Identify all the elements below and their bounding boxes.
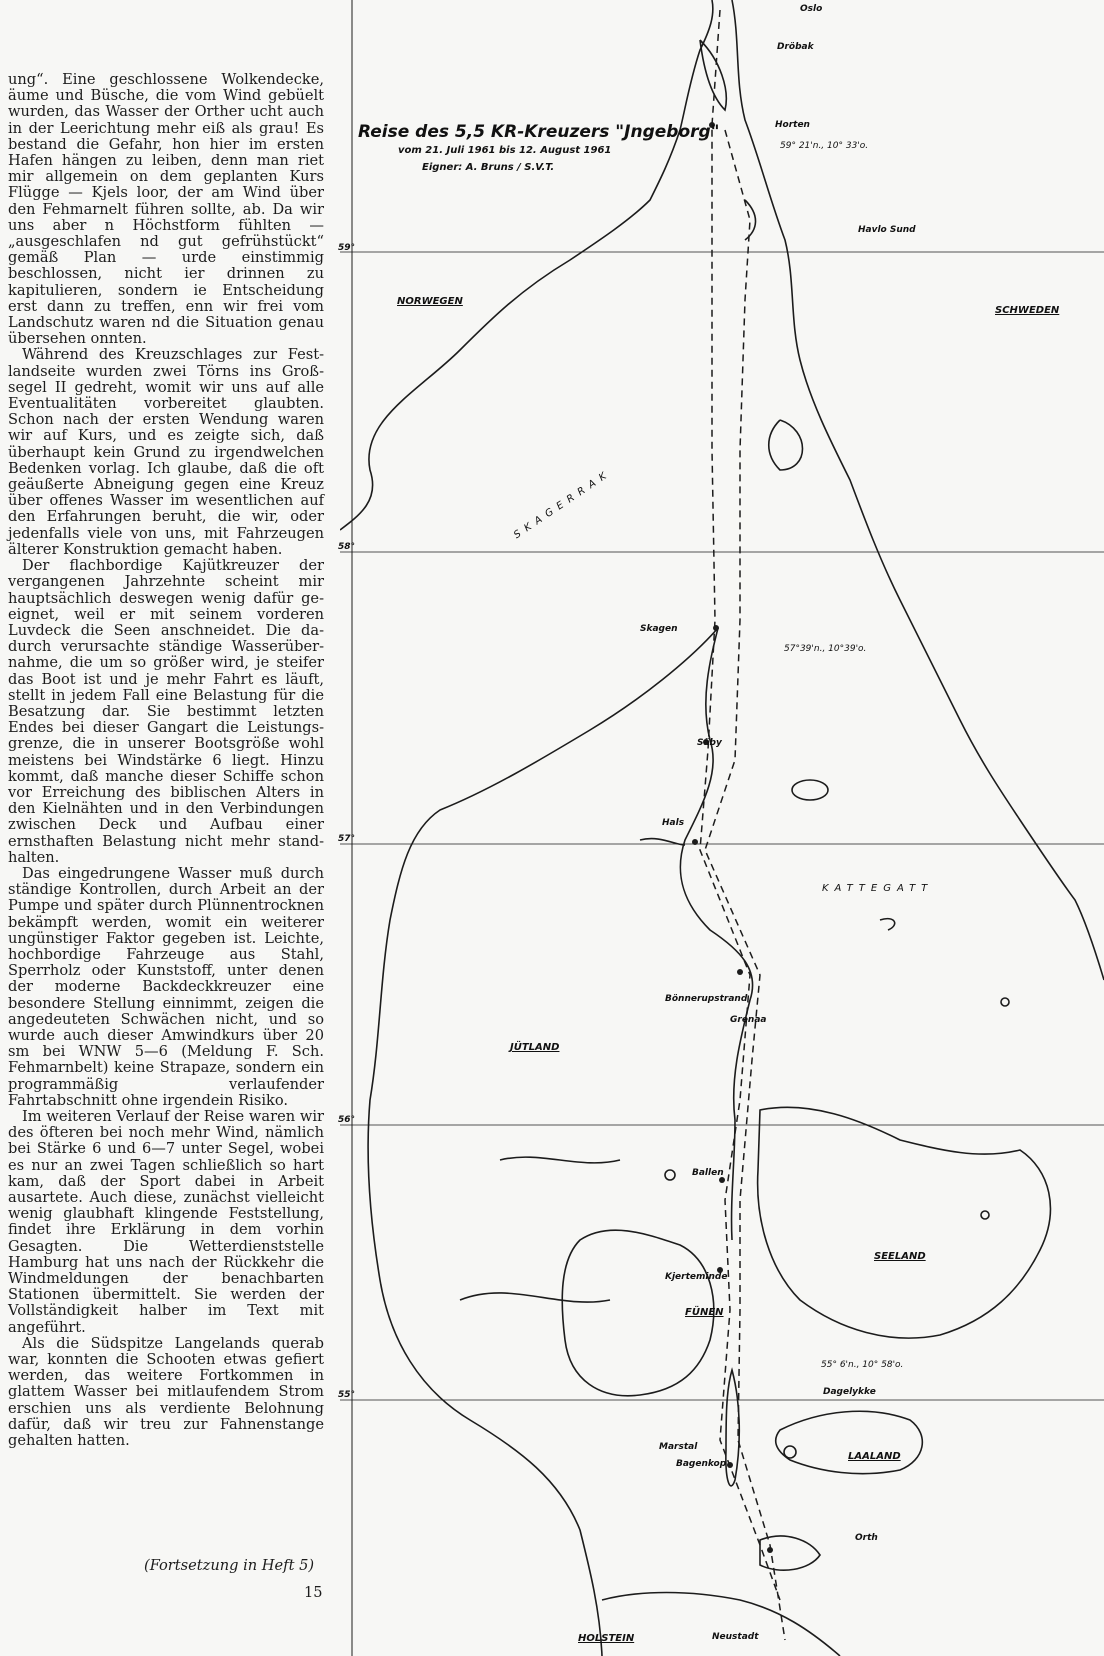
jutland-fjords [460, 839, 685, 1303]
region-holstein: HOLSTEIN [578, 1633, 635, 1644]
route-map [340, 0, 1104, 1656]
map-owner: Eigner: A. Bruns / S.V.T. [422, 162, 555, 173]
place-skagen: Skagen [640, 624, 678, 634]
place-grenaa: Grenaa [730, 1015, 767, 1025]
stop-skagen [713, 625, 719, 631]
route-line [700, 10, 785, 1640]
place-marstal: Marstal [659, 1442, 698, 1452]
islet-2 [981, 1211, 989, 1219]
place-oslo: Oslo [800, 4, 823, 14]
paragraph-1: ung“. Eine geschlossene Wolkendecke, äume und Büsche, die vom Wind gebüelt wurden, das Wasser der Orther ucht auch in der Leerichtung mehr eiß als grau! Es bestand die Gefahr, hon hier im ersten Hafen hängen zu leiben, denn man riet mir allgemein on dem geplanten Kurs Flügge — Kjels loor, der am Wind über den Fehmarnelt führen sollte, ab. Da wir uns aber n Höchstform fühlten — „ausgeschlafen nd gut gefrühstückt“ gemäß Plan — urde einstimmig beschlossen, nicht ier drinnen zu kapitulieren, sondern ie Entscheidung erst dann zu treffen, enn wir frei vom Landschutz waren nd die Situation genau übersehen onnten. [8, 71, 324, 348]
region-seeland: SEELAND [874, 1251, 926, 1262]
latitude-label-55: 55° [338, 1390, 356, 1400]
paragraph-3: Der flachbordige Kajütkreuzer der vergangenen Jahrzehnte scheint mir hauptsächlich deswegen wenig dafür geeignet, weil er mit seinem vorderen Luvdeck die Seen anschneidet. Die dadurch verursachte ständige Wasserübernahme, die um so größer wird, je steifer das Boot ist und je mehr Fahrt es läuft, stellt in jedem Fall eine Belastung für die Besatzung dar. Sie bestimmt letzten Endes bei dieser Gangart die Leistungsgrenze, die in unserer Bootsgröße wohl meistens bei Windstärke 6 liegt. Hinzu kommt, daß manche dieser Schiffe schon vor Erreichung des biblischen Alters in den Kielnähten und in den Verbindungen zwischen Deck und Aufbau einer ernsthaften Belastung nicht mehr standhalten. [8, 557, 324, 866]
stop-orth [767, 1547, 773, 1553]
page-number: 15 [304, 1584, 323, 1601]
laeso-island [792, 780, 828, 800]
region-norwegen: NORWEGEN [397, 296, 463, 307]
region-laaland: LAALAND [848, 1451, 901, 1462]
coord-skagen: 57°39'n., 10°39'o. [784, 644, 867, 654]
stop-hals [692, 839, 698, 845]
paragraph-2: Während des Kreuzschlages zur Festlandseite wurden zwei Törns ins Großsegel II gedreht, womit wir uns auf alle Eventualitäten vorbereitet glaubten. Schon nach der ersten Wendung waren wir auf Kurs, und es zeigte sich, daß überhaupt kein Grund zu irgendwelchen Bedenken vorlag. Ich glaube, daß die oft geäußerte Abneigung gegen eine Kreuz über offenes Wasser im wesentlichen auf den Erfahrungen beruht, die wir, oder jedenfalls viele von uns, mit Fahrzeugen älterer Konstruktion gemacht haben. [8, 346, 324, 558]
paragraph-4: Das eingedrungene Wasser muß durch ständige Kontrollen, durch Arbeit an der Pumpe und später durch Plünnentrocknen bekämpft werden, womit ein weiterer ungünstiger Faktor gegeben ist. Leichte, hochbordige Fahrzeuge aus Stahl, Sperrholz oder Kunststoff, unter denen der moderne Backdeckkreuzer eine besondere Stellung einnimmt, zeigen die angedeuteten Schwächen nicht, und so wurde auch dieser Amwindkurs über 20 sm bei WNW 5—6 (Meldung F. Sch. Fehmarnbelt) keine Strapaze, sondern ein programmäßig verlaufender Fahrtabschnitt ohne irgendein Risiko. [8, 864, 324, 1109]
coord-dageloje: 55° 6'n., 10° 58'o. [821, 1360, 904, 1370]
latitude-label-59: 59° [338, 243, 356, 253]
place-neustadt: Neustadt [712, 1632, 759, 1642]
paragraph-5: Im weiteren Verlauf der Reise waren wir des öfteren bei noch mehr Wind, nämlich bei Stärke 6 und 6—7 unter Segel, wobei es nur an zwei Tagen schließlich so hart kam, daß der Sport dabei in Arbeit ausartete. Auch diese, zunächst vielleicht wenig glaubhaft klingende Feststellung, findet ihre Erklärung in dem vorhin Gesagten. Die Wetterdienststelle Hamburg hat uns nach der Rückkehr die Windmeldungen der benachbarten Stationen übermittelt. Sie werden der Vollständigkeit halber im Text mit angeführt. [8, 1108, 324, 1336]
jutland-coast [368, 628, 718, 1656]
coord-horten: 59° 21'n., 10° 33'o. [780, 141, 869, 151]
place-ballen: Ballen [692, 1168, 724, 1178]
paragraph-6: Als die Südspitze Langelands querab war, konnten die Schooten etwas gefiert werden, das weitere Fortkommen in glattem Wasser bei mitlaufendem Strom erschien uns als verdiente Belohnung dafür, daß wir treu zur Fahnenstange gehalten hatten. [8, 1334, 324, 1450]
latitude-label-57: 57° [338, 834, 356, 844]
route-return [705, 130, 785, 1640]
region-skagerrak: SKAGERRAK [512, 467, 614, 542]
place-drobak: Dröbak [777, 42, 814, 52]
place-dagelykke: Dagelykke [823, 1387, 876, 1397]
anholt-island [880, 919, 895, 930]
map-dates: vom 21. Juli 1961 bis 12. August 1961 [398, 145, 612, 156]
place-saby: Säby [697, 738, 722, 748]
fehmarn-coast [760, 1536, 820, 1570]
map-title: Reise des 5,5 KR-Kreuzers "Jngeborg" [358, 122, 720, 142]
map-drawing [340, 0, 1104, 1656]
route-outbound [700, 10, 780, 1600]
place-horten: Horten [775, 120, 810, 130]
place-bonnerupstrand: Bönnerupstrand [665, 994, 748, 1004]
islet-3 [665, 1170, 675, 1180]
continuation-note: (Fortsetzung in Heft 5) [144, 1557, 315, 1574]
latitude-label-56: 56° [338, 1115, 356, 1125]
place-havlo-sund: Havlo Sund [858, 225, 916, 235]
latitude-label-58: 58° [338, 542, 356, 552]
norway-coast [340, 0, 713, 530]
holstein-coast [602, 1593, 840, 1656]
region-funen: FÜNEN [685, 1307, 724, 1318]
langeland-coast [726, 1370, 739, 1486]
region-schweden: SCHWEDEN [995, 305, 1060, 316]
fjord-islands [700, 40, 803, 470]
place-bagenkop: Bagenkop [676, 1459, 727, 1469]
place-orth: Orth [855, 1533, 878, 1543]
stop-bonnerupstrand [737, 969, 743, 975]
islet-4 [784, 1446, 796, 1458]
region-juetland: JÜTLAND [510, 1042, 560, 1053]
lolland-coast [776, 1411, 923, 1473]
islet-1 [1001, 998, 1009, 1006]
place-kjerteminde: Kjerteminde [665, 1272, 728, 1282]
region-kattegatt: KATTEGATT [822, 883, 934, 894]
place-hals: Hals [662, 818, 685, 828]
zealand-coast [758, 1107, 1051, 1338]
stop-bagenkop [727, 1462, 733, 1468]
article-column [8, 72, 324, 1449]
